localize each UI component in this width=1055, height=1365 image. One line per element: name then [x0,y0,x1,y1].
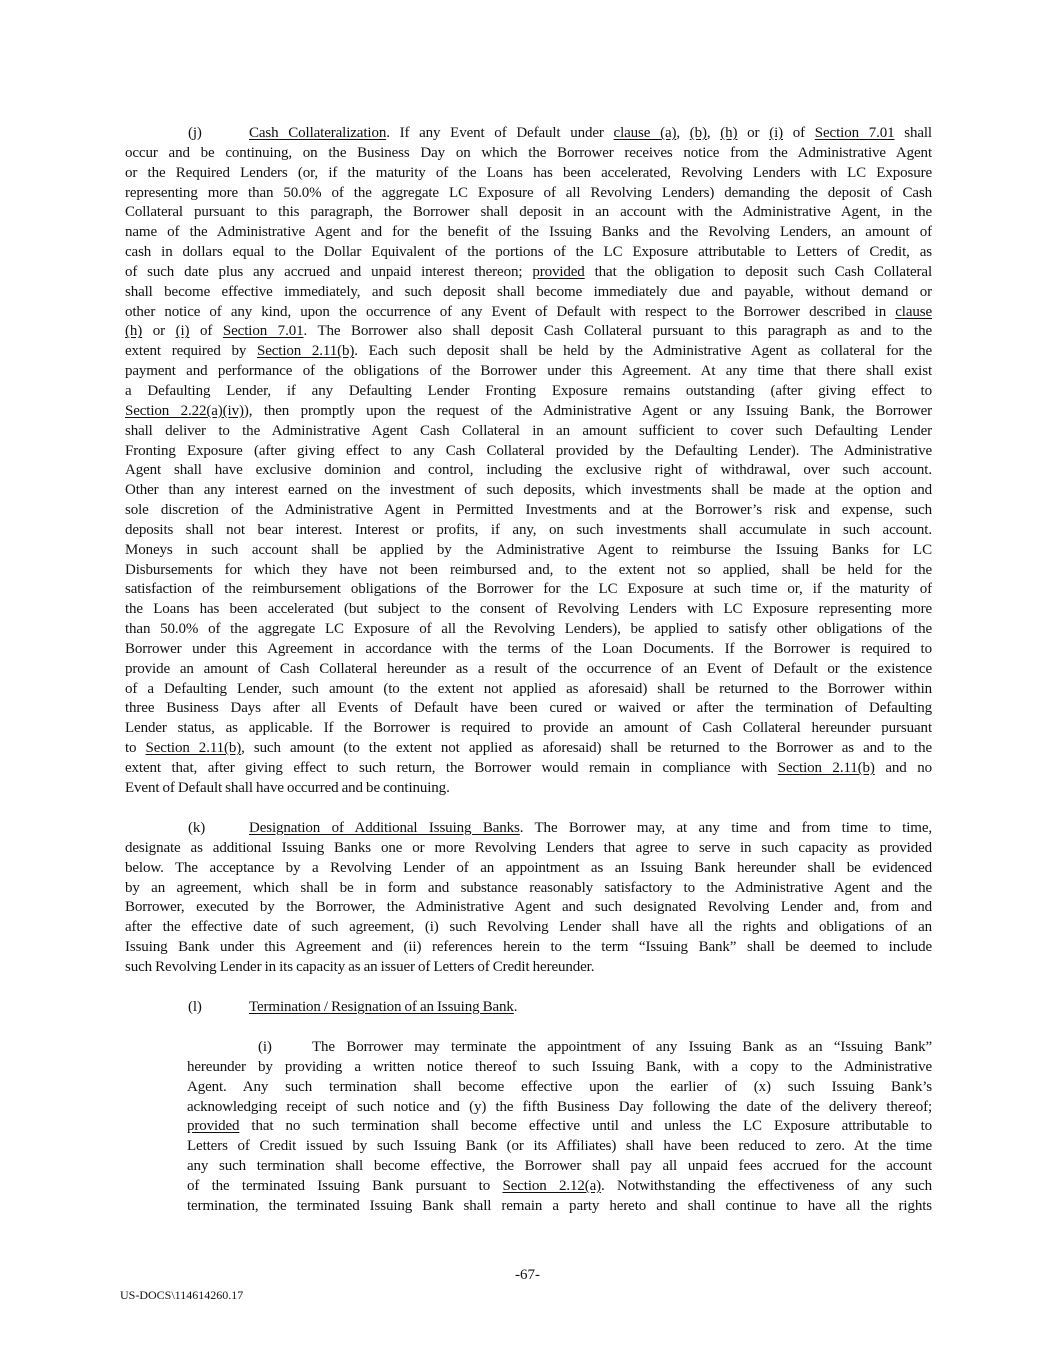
text-segment: or [142,323,176,340]
subparagraph-i-termination [187,1038,932,1217]
text-line [125,680,932,700]
text-segment: , [676,125,690,141]
underlined-reference: Section 2.11(b) [257,343,355,360]
text-segment: Letters of Credit issued by such Issuing Bank (or its Affiliates) shall have been reduced to zero. At the time [187,1138,932,1155]
text-segment: satisfaction of the reimbursement obligations of the Borrower for the LC Exposure at such time or, if the maturity of [125,581,932,598]
text-line [125,660,932,680]
text-segment: name of the Administrative Agent and for the benefit of the Issuing Banks and the Revolving Lenders, an amount of [125,224,932,241]
text-segment: three Business Days after all Events of Default have been cured or waived or after the termination of Defaulting [125,700,932,717]
text-segment: acknowledging receipt of such notice and (y) the fifth Business Day following the date of the delivery thereof; [187,1098,932,1115]
text-line [125,362,932,382]
underlined-reference: Designation of Additional Issuing Banks [249,820,520,836]
text-segment: of such date plus any accrued and unpaid interest thereon; [125,263,533,280]
text-segment: . The Borrower may, at any time and from time to time, [519,820,932,836]
text-line [187,1098,932,1118]
text-segment: after the effective date of such agreement, (i) such Revolving Lender shall have all the rights and obligations of an [125,919,932,936]
paragraph-label: (k) [188,820,206,836]
underlined-reference: Section 2.11(b) [145,740,242,757]
text-segment: Moneys in such account shall be applied by the Administrative Agent to reimburse the Issuing Banks for LC [125,541,932,558]
text-line [125,898,932,918]
text-line [125,580,932,600]
text-line [125,879,932,899]
text-line [187,1157,932,1177]
text-line [125,223,932,243]
text-segment: The Borrower may terminate the appointment of any Issuing Bank as an “Issuing Bank” [312,1039,932,1055]
text-line [125,918,932,938]
underlined-reference: Section 2.12(a) [502,1177,602,1194]
text-line [187,1197,932,1217]
text-line [125,461,932,481]
text-segment: occur and be continuing, on the Business Day on which the Borrower receives notice from the Administrative Agent [125,144,932,161]
text-segment: Collateral pursuant to this paragraph, the Borrower shall deposit in an account with the Administrative Agent, in the [125,204,932,221]
text-segment: shall deliver to the Administrative Agent Cash Collateral in an amount sufficient to cover such Defaulting Lender [125,422,932,439]
underlined-reference: Section 2.11(b) [777,760,875,776]
underlined-reference: clause (a) [613,125,677,141]
text-segment: extent required by [125,343,257,360]
underlined-reference: provided [187,1118,240,1135]
text-line [125,779,932,799]
underlined-reference: Section 7.01 [814,125,895,141]
text-segment: of a Defaulting Lender, such amount (to the extent not applied as aforesaid) shall be returned to the Borrower within [125,680,932,697]
text-segment: termination, the terminated Issuing Bank shall remain a party hereto and shall continue to have all the rights [187,1197,932,1214]
text-segment: and no [874,760,932,776]
text-segment: Lender status, as applicable. If the Borrower is required to provide an amount of Cash Collateral hereunder pursuant [125,720,932,737]
text-segment: Agent. Any such termination shall become effective upon the earlier of (x) such Issuing Bank’s [187,1078,932,1095]
text-line [125,382,932,402]
text-line [125,541,932,561]
text-segment: by an agreement, which shall be in form and substance reasonably satisfactory to the Administrative Agent and the [125,879,932,896]
text-line [125,501,932,521]
text-segment: , such amount (to the extent not applied as aforesaid) shall be returned to the Borrower as and to the [241,740,932,757]
underlined-reference: (i) [769,125,784,141]
underlined-reference: provided [532,263,585,280]
text-segment: below. The acceptance by a Revolving Lender of an appointment as an Issuing Bank hereunder shall be evidenced [125,859,932,876]
document-id: US-DOCS\114614260.17 [120,1288,244,1302]
underlined-reference: Termination / Resignation of an Issuing Bank [249,999,514,1015]
text-line [125,243,932,263]
text-line [125,600,932,620]
text-line [125,620,932,640]
text-segment: or the Required Lenders (or, if the maturity of the Loans has been accelerated, Revolving Lenders with LC Exposure [125,164,932,181]
text-segment: cash in dollars equal to the Dollar Equivalent of the portions of the LC Exposure attributable to Letters of Credit, as [125,244,932,261]
text-line [125,640,932,660]
paragraph-j-cash-collateralization [125,124,932,799]
text-line [125,144,932,164]
text-segment: . The Borrower also shall deposit Cash Collateral pursuant to this paragraph as and to the [303,323,932,340]
paragraph-k-designation-of-additional-issuing-banks [125,819,932,978]
text-segment: that no such termination shall become effective until and unless the LC Exposure attributable to [239,1118,932,1135]
text-segment: than 50.0% of the aggregate LC Exposure of all the Revolving Lenders), be applied to satisfy other obligations of the [125,621,932,638]
underlined-reference: Section 7.01 [222,323,304,340]
text-line [125,958,932,978]
text-segment: hereunder by providing a written notice thereof to such Issuing Bank, with a copy to the Administrative [187,1058,932,1075]
text-line [187,1137,932,1157]
text-line [125,819,932,839]
text-segment: designate as additional Issuing Banks one or more Revolving Lenders that agree to serve in such capacity as provided [125,839,932,856]
text-line [125,859,932,879]
text-segment: any such termination shall become effective, the Borrower shall pay all unpaid fees accrued for the account [187,1158,932,1175]
text-segment: . [513,999,518,1015]
text-segment: ), then promptly upon the request of the Administrative Agent or any Issuing Bank, the Borrower [243,402,932,419]
text-segment: shall become effective immediately, and such deposit shall become immediately due and payable, without demand or [125,283,932,300]
paragraph-label: (i) [258,1039,272,1055]
text-segment: . Notwithstanding the effectiveness of any such [601,1177,932,1194]
text-segment: , [706,125,721,141]
text-line [125,998,932,1018]
underlined-reference: (h) [125,323,143,340]
text-segment: extent that, after giving effect to such return, the Borrower would remain in compliance with [125,760,778,776]
paragraph-label: (l) [188,999,202,1015]
text-line [187,1117,932,1137]
text-line [125,184,932,204]
text-segment: deposits shall not bear interest. Interest or profits, if any, on such investments shall accumulate in such account. [125,521,932,538]
text-line [125,124,932,144]
text-line [125,203,932,223]
page-number: -67- [515,1267,540,1283]
underlined-reference: Cash Collateralization [249,125,387,141]
text-line [125,263,932,283]
underlined-reference: Section 2.22(a)(iv) [125,402,244,419]
text-segment: Issuing Bank under this Agreement and (ii) references herein to the term “Issuing Bank” shall be deemed to include [125,939,932,956]
underlined-reference: (h) [720,125,738,141]
text-line [187,1038,932,1058]
text-segment: Fronting Exposure (after giving effect to any Cash Collateral provided by the Defaulting Lender). The Administrative [125,442,932,459]
text-line [125,322,932,342]
text-line [125,303,932,323]
text-line [187,1177,932,1197]
text-segment: Other than any interest earned on the investment of such deposits, which investments shall be made at the option and [125,482,932,499]
text-line [125,699,932,719]
text-line [125,442,932,462]
underlined-reference: clause [895,303,932,320]
text-segment: Agent shall have exclusive dominion and control, including the exclusive right of withdrawal, over such account. [125,462,932,479]
underlined-reference: (i) [175,323,190,340]
text-segment: payment and performance of the obligations of the Borrower under this Agreement. At any time that there shall exist [125,363,932,380]
text-line [125,759,932,779]
text-segment: of [189,323,223,340]
text-line [125,283,932,303]
text-line [125,719,932,739]
paragraph-label: (j) [188,125,202,141]
text-segment: or [737,125,770,141]
text-segment: provide an amount of Cash Collateral hereunder as a result of the occurrence of an Event of Default or the existence [125,660,932,677]
text-segment: of the terminated Issuing Bank pursuant to [187,1177,503,1194]
text-line [125,422,932,442]
text-segment: Event of Default shall have occurred and be continuing. [125,779,450,796]
text-segment: other notice of any kind, upon the occurrence of any Event of Default with respect to the Borrower described in [125,303,896,320]
text-segment: the Loans has been accelerated (but subject to the consent of Revolving Lenders with LC Exposure representing more [125,601,932,618]
text-line [125,938,932,958]
text-line [125,342,932,362]
text-line [125,521,932,541]
text-line [125,481,932,501]
text-line [187,1078,932,1098]
text-segment: shall [894,125,932,141]
text-segment: . Each such deposit shall be held by the Administrative Agent as collateral for the [354,343,932,360]
text-line [125,739,932,759]
text-segment: . If any Event of Default under [386,125,614,141]
text-segment: Disbursements for which they have not been reimbursed and, to the extent not so applied, shall be held for the [125,561,932,578]
underlined-reference: (b) [689,125,707,141]
text-line [125,164,932,184]
text-line [125,839,932,859]
text-segment: of [783,125,815,141]
text-segment: such Revolving Lender in its capacity as an issuer of Letters of Credit hereunder. [125,958,595,975]
text-segment: to [125,740,146,757]
text-segment: a Defaulting Lender, if any Defaulting Lender Fronting Exposure remains outstanding (after giving effect to [125,382,932,399]
text-line [125,402,932,422]
text-segment: that the obligation to deposit such Cash Collateral [584,263,932,280]
paragraph-l-termination-heading [125,998,932,1018]
text-line [125,561,932,581]
text-line [187,1058,932,1078]
text-segment: representing more than 50.0% of the aggregate LC Exposure of all Revolving Lenders) demanding the deposit of Cash [125,184,932,201]
text-segment: Borrower, executed by the Borrower, the Administrative Agent and such designated Revolving Lender and, from and [125,899,932,916]
text-segment: sole discretion of the Administrative Agent in Permitted Investments and at the Borrower’s risk and expense, such [125,502,932,519]
text-segment: Borrower under this Agreement in accordance with the terms of the Loan Documents. If the Borrower is required to [125,640,932,657]
